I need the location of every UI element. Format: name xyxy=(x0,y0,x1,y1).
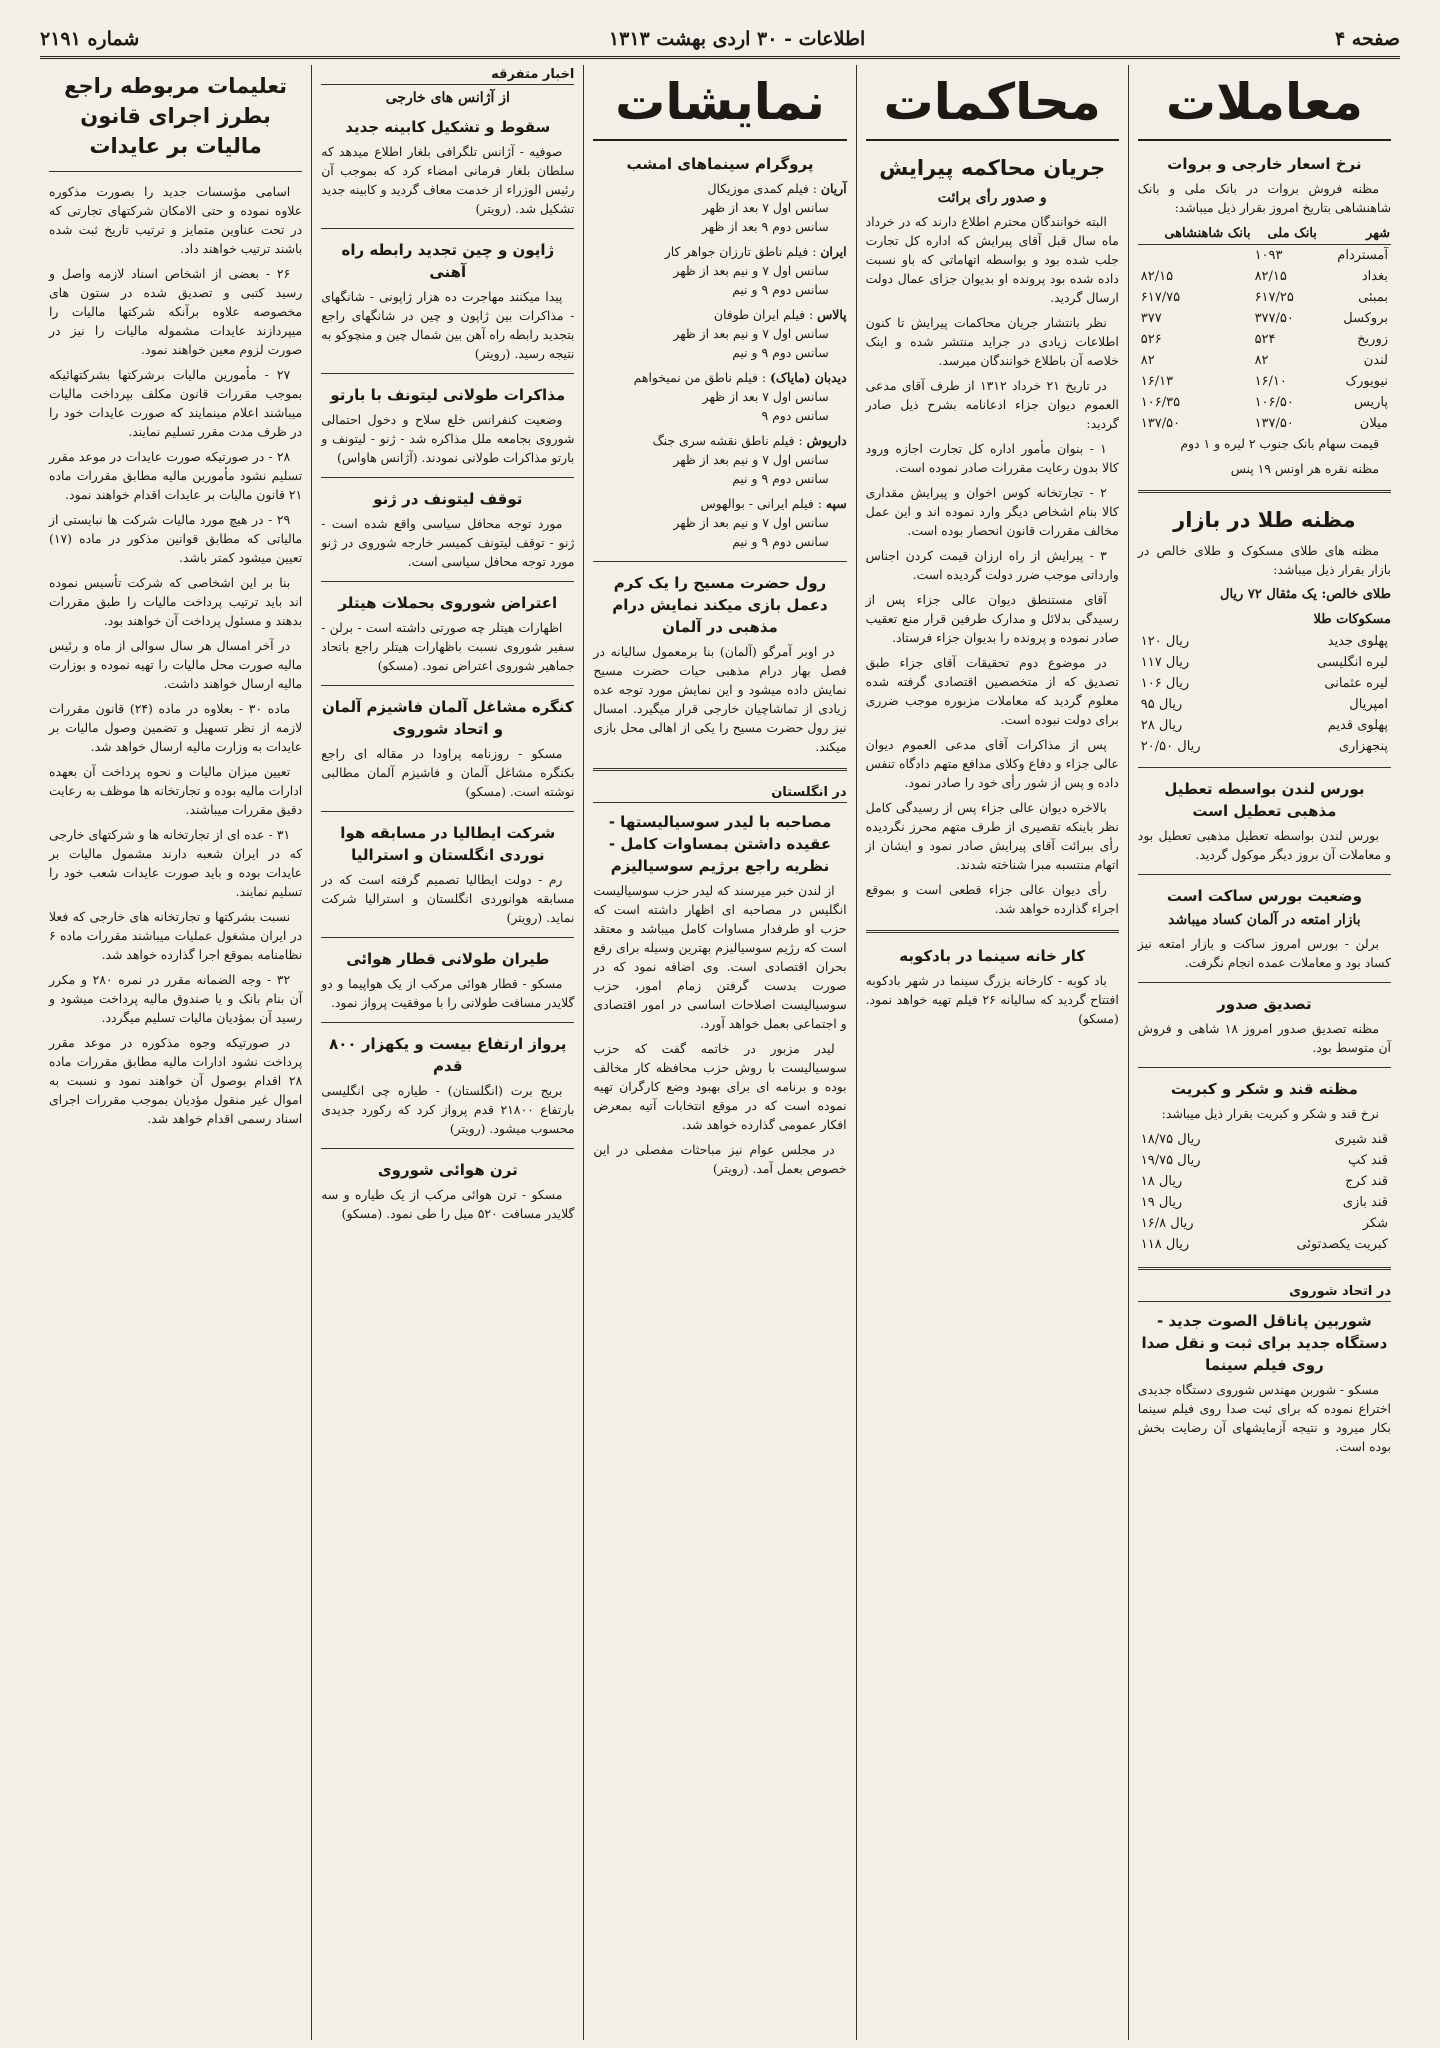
column-shows xyxy=(583,65,855,2040)
coin-value: ۱۱۷ ریال xyxy=(1140,655,1190,670)
column-news xyxy=(311,65,583,2040)
rates-bank-melli: ۵۲۴ xyxy=(1254,332,1276,347)
news-text: اظهارات هیتلر چه صورتی داشته است - برلن - سفیر شوروی نسبت باظهارات هیتلر راجع باتحاد جماهیر شوروی اعتراض نمود. (مسکو) xyxy=(321,620,575,673)
rates-city: بمبئی xyxy=(1358,290,1388,305)
rates-bank-shahi: ۸۲ xyxy=(1140,353,1155,368)
rates-row xyxy=(1138,371,1391,392)
soviet-label: در اتحاد شوروی xyxy=(1138,1282,1391,1302)
cinema-film: فیلم کمدی موزیکال xyxy=(707,181,809,196)
cinema-baku-title: کار خانه سینما در بادکوبه xyxy=(899,947,1086,965)
news-headline: سقوط و تشکیل کابینه جدید xyxy=(345,118,551,136)
rates-row xyxy=(1138,413,1391,434)
cinema-show-2: سانس دوم ۹ و نیم xyxy=(732,471,829,486)
coin-row xyxy=(1138,652,1391,673)
rates-row xyxy=(1138,245,1391,267)
rates-row xyxy=(1138,329,1391,350)
socialist-interview-text: از لندن خبر میرسند که لیدر حزب سوسیالیست انگلیس در مصاحبه ای اظهار داشته است که حزب او طرفدار مساوات کامل میباشد و معتقد است که رژیم سوسیالیزم بهترین وسیله برای رفع بحران اقتصادی است. وی اضافه نمود که در صورت بدست گرفتن زمام امور، حزب سوسیالیست اصلاحات اساسی در امور اقتصادی و اجتماعی بعمل خواهد آورد. xyxy=(593,883,847,1031)
shows-title: نمایشات xyxy=(593,65,846,141)
rates-bank-melli: ۶۱۷/۲۵ xyxy=(1254,290,1294,305)
coin-name: پنجهزاری xyxy=(1338,739,1388,754)
page-number: صفحه ۴ xyxy=(1334,28,1400,50)
rates-row xyxy=(1138,308,1391,329)
tax-paragraph: ۳۱ - عده ای از تجارتخانه ها و شرکتهای خارجی که در ایران شعبه دارند مشمول مالیات بر عایدات بوده و باید صورت عایدات شعب خود را تسلیم نمایند. xyxy=(48,827,303,899)
tax-paragraph: تعیین میزان مالیات و نحوه پرداخت آن بعهده ادارات مالیه بوده و تجارتخانه ها موظف به رعایت دقیق مقررات میباشند. xyxy=(48,764,303,817)
passion-play-text: در اوبر آمرگو (آلمان) بنا برمعمول سالیانه در فصل بهار درام مذهبی حیات حضرت مسیح نمایش داده میشود و این نمایش مورد توجه عده زیادی از تماشاچیان خارجی قرار میگیرد. امسال نیز رول حضرت مسیح را یکی از اهالی محل بازی میکند. xyxy=(593,644,847,754)
rates-bank-shahi: ۱۳۷/۵۰ xyxy=(1140,416,1181,431)
news-headline: پرواز ارتفاع بیست و یکهزار ۸۰۰ قدم xyxy=(329,1035,567,1075)
sugar-value: ۱۹ ریال xyxy=(1140,1195,1183,1210)
courts-title: محاکمات xyxy=(866,65,1119,141)
page-header xyxy=(40,28,1400,59)
sugar-row xyxy=(1138,1150,1391,1171)
rates-city: بغداد xyxy=(1361,269,1388,284)
bourse-text: بورس لندن بواسطه تعطیل مذهبی تعطیل بود و معاملات آن بروز دیگر موکول گردید. xyxy=(1137,828,1391,862)
tax-paragraph: ۳۲ - وجه الضمانه مقرر در نمره ۲۸۰ و مکرر آن بنام بانک و یا صندوق مالیه پرداخت میشود و رسید آن بمؤدیان مالیات تسلیم میگردد. xyxy=(48,972,303,1025)
masthead-date: اطلاعات - ۳۰ اردی بهشت ۱۳۱۳ xyxy=(608,28,866,50)
cinema-show-1: سانس اول ۷ بعد از ظهر xyxy=(702,200,829,215)
coin-name: امپریال xyxy=(1349,697,1388,712)
rates-city: لندن xyxy=(1363,353,1388,368)
rates-row xyxy=(1138,266,1391,287)
courts-p3: در تاریخ ۲۱ خرداد ۱۳۱۲ از طرف آقای مدعی العموم دیوان جزاء ادعانامه بشرح ذیل صادر گردید: xyxy=(865,378,1119,431)
sugar-row xyxy=(1138,1234,1391,1255)
sugar-name: شکر xyxy=(1362,1216,1388,1231)
rates-bank-shahi: ۱۰۶/۳۵ xyxy=(1140,395,1181,410)
cinema-item: داریوش : فیلم ناطق نقشه سری جنگ سانس اول ۷ و نیم بعد از ظهر سانس دوم ۹ و نیم xyxy=(593,431,846,488)
courts-headline: جریان محاکمه پیرایش xyxy=(879,156,1106,180)
news-list xyxy=(321,116,574,1223)
rates-note: قیمت سهام بانک جنوب ۲ لیره و ۱ دوم xyxy=(1180,436,1379,451)
rates-bank-melli: ۳۷۷/۵۰ xyxy=(1254,311,1294,326)
courts-p6: ۳ - پیرایش از راه ارزان قیمت کردن اجناس وارداتی موجب ضرر دولت گردیده است. xyxy=(865,548,1119,582)
coin-row xyxy=(1138,673,1391,694)
sugar-intro: نرخ قند و شکر و کبریت بقرار ذیل میباشد: xyxy=(1161,1106,1379,1121)
tax-paragraph: ماده ۳۰ - بعلاوه در ماده (۲۴) قانون مقررات لازمه از نظر تسهیل و تضمین وصول مالیات بر عایدات به وزارت مالیه ارسال خواهد شد. xyxy=(48,701,303,754)
news-text: صوفیه - آژانس تلگرافی بلغار اطلاع میدهد که سلطان بلغار فرمانی امضاء کرد که بموجب آن رئیس الوزراء از خدمت معاف گردید و کابینه جدید تشکیل شد. (رویتر) xyxy=(321,144,575,216)
coin-row xyxy=(1138,736,1391,757)
bourse2-text: برلن - بورس امروز ساکت و بازار امتعه نیز کساد بود و معاملات عمده انجام نگرفت. xyxy=(1137,936,1391,970)
news-text: مسکو - روزنامه پراودا در مقاله ای راجع بکنگره مشاغل آلمان و فاشیزم آلمان مطالبی نوشته است. (مسکو) xyxy=(321,746,575,799)
bourse-title: بورس لندن بواسطه تعطیل مذهبی تعطیل است xyxy=(1164,780,1365,820)
courts-subheadline: و صدور رأی برائت xyxy=(937,190,1047,206)
issue-number: شماره ۲۱۹۱ xyxy=(40,28,140,50)
rates-table xyxy=(1138,223,1391,434)
cinema-item: سپه : فیلم ایرانی - بوالهوس سانس اول ۷ و نیم بعد از ظهر سانس دوم ۹ و نیم xyxy=(593,494,846,551)
rates-bank-melli: ۸۲/۱۵ xyxy=(1254,269,1287,284)
sugar-value: ۱۱۸ ریال xyxy=(1140,1237,1190,1252)
tax-paragraph: در آخر امسال هر سال سوالی از ماه و رئیس مالیه صورت محل مالیات را تهیه نموده و بوزارت مالیه ارسال خواهند داشت. xyxy=(48,638,303,691)
rates-bank-shahi: ۶۱۷/۷۵ xyxy=(1140,290,1181,305)
rates-bank-shahi xyxy=(1138,245,1252,267)
courts-p1: البته خوانندگان محترم اطلاع دارند که در خرداد ماه سال قبل آقای پیرایش که اداره کل تجارت جلب شده بود و بواسطه اتهاماتی که باو نسبت داده شده بود پرونده او بدیوان جزای عمال دولت ارسال گردید. xyxy=(865,214,1119,305)
socialist-interview-text-2: لیدر مزبور در خاتمه گفت که حزب سوسیالیست با روش حزب محافظه کار مخالف بوده و برنامه ای برای بهبود وضع کارگران تهیه نموده است که در موقع انتخابات آتیه بمعرض افکار عمومی گذارده خواهد شد. xyxy=(593,1041,847,1132)
rates-city: میلان xyxy=(1359,416,1388,431)
gold-intro: مظنه های طلای مسکوک و طلای خالص در بازار بقرار ذیل میباشد: xyxy=(1137,543,1391,577)
rates-row xyxy=(1138,350,1391,371)
news-headline: ترن هوائی شوروی xyxy=(377,1161,518,1179)
cinema-name: ایران xyxy=(820,244,847,259)
rates-head-bank-shahi: بانک شاهنشاهی xyxy=(1138,223,1252,245)
coin-value: ۱۲۰ ریال xyxy=(1140,634,1190,649)
rates-row xyxy=(1138,287,1391,308)
tax-paragraph: نسبت بشرکتها و تجارتخانه های خارجی که فعلا در ایران مشغول عملیات میباشند مقررات ماده ۶ نظامنامه بموقع اجرا گذارده خواهد شد. xyxy=(48,909,303,962)
coin-row xyxy=(1138,631,1391,652)
export-text: مظنه تصدیق صدور امروز ۱۸ شاهی و فروش آن متوسط بود. xyxy=(1137,1021,1391,1055)
sugar-value: ۱۶/۸ ریال xyxy=(1140,1216,1194,1231)
cinema-show-1: سانس اول ۷ بعد از ظهر xyxy=(702,389,829,404)
columns xyxy=(40,65,1400,2040)
courts-p9: پس از مذاکرات آقای مدعی العموم دیوان عالی جزاء و دفاع وکلای مدافع متهم دادگاه تنفس داده و پس از شور رأی خود را صادر نمود. xyxy=(865,737,1119,790)
sugar-value: ۱۹/۷۵ ریال xyxy=(1140,1153,1201,1168)
rates-bank-shahi: ۸۲/۱۵ xyxy=(1140,269,1174,284)
sugar-name: قند شیری xyxy=(1334,1132,1388,1147)
column-tax xyxy=(40,65,311,2040)
cinema-item: دیدبان (مایاک) : فیلم ناطق من نمیخواهم سانس اول ۷ بعد از ظهر سانس دوم ۹ xyxy=(593,368,846,425)
rates-bank-melli: ۱۳۷/۵۰ xyxy=(1254,416,1294,431)
cinema-show-2: سانس دوم ۹ و نیم xyxy=(732,534,829,549)
coins-title: مسکوکات طلا xyxy=(1313,612,1391,627)
rates-bank-melli: ۱۶/۱۰ xyxy=(1254,374,1287,389)
coins-table xyxy=(1138,631,1391,757)
rates-head-city: شهر xyxy=(1318,223,1391,245)
sugar-name: قند کپ xyxy=(1347,1153,1388,1168)
tax-paragraphs xyxy=(49,182,302,1128)
news-sub: از آژانس های خارجی xyxy=(385,90,510,106)
tax-paragraph: بنا بر این اشخاصی که شرکت تأسیس نموده اند باید ترتیب پرداخت مالیات را طبق مقررات بدهند و مسئول پرداخت آن خواهند بود. xyxy=(48,575,303,628)
rates-city: نیویورک xyxy=(1345,374,1388,389)
rates-city: آمستردام xyxy=(1337,248,1388,263)
tax-title: تعلیمات مربوطه راجع بطرز اجرای قانون مالیات بر عایدات xyxy=(64,74,288,158)
cinema-program-list xyxy=(593,179,846,551)
news-text: مسکو - ترن هوائی مرکب از یک طیاره و سه گلایدر مسافت ۵۲۰ میل را طی نمود. (مسکو) xyxy=(321,1187,575,1221)
news-headline: طیران طولانی قطار هوائی xyxy=(346,950,550,968)
sugar-row xyxy=(1138,1129,1391,1150)
bourse2-sub: بازار امتعه در آلمان کساد میباشد xyxy=(1168,912,1361,928)
courts-p10: بالاخره دیوان عالی جزاء پس از رسیدگی کامل نظر باینکه تقصیری از طرف متهم محرز نگردیده رأی ببرائت آقای پیرایش صادر نمود و ایشان از اتهام منتسبه مبرا شناخته شدند. xyxy=(865,800,1119,872)
rates-city: زوریخ xyxy=(1357,332,1388,347)
socialist-interview-title: مصاحبه با لیدر سوسیالیستها - عقیده داشتن بمساوات کامل - نظریه راجع برژیم سوسیالیزم xyxy=(608,813,832,875)
news-headline: ژاپون و چین تجدید رابطه راه آهنی xyxy=(341,241,555,281)
coin-row xyxy=(1138,694,1391,715)
coin-name: لیره عثمانی xyxy=(1324,676,1388,691)
cinema-show-2: سانس دوم ۹ xyxy=(761,408,829,423)
coin-row xyxy=(1138,715,1391,736)
tax-paragraph: ۲۶ - بعضی از اشخاص اسناد لازمه واصل و رسید کتبی و تصدیق شده در ستون های مخصوصه علاوه برآنکه شرکتها مالیات را میپردازند عایدات مشموله مالیات را نیز در صورت لزوم معین خواهند نمود. xyxy=(48,266,303,357)
rates-bank-shahi: ۵۲۶ xyxy=(1140,332,1162,347)
england-label: در انگلستان xyxy=(593,783,846,803)
sugar-row xyxy=(1138,1192,1391,1213)
gold-title: مظنه طلا در بازار xyxy=(1173,508,1356,532)
rates-title: نرخ اسعار خارجی و بروات xyxy=(1167,155,1362,173)
rates-intro: مظنه فروش بروات در بانک ملی و بانک شاهنشاهی بتاریخ امروز بقرار ذیل میباشد: xyxy=(1137,181,1391,215)
cinema-show-1: سانس اول ۷ و نیم بعد از ظهر xyxy=(673,326,829,341)
courts-p2: نظر بانتشار جریان محاکمات پیرایش تا کنون اطلاعات زیادی در جراید منتشر شده و اینک خلاصه آن باطلاع خوانندگان میرسد. xyxy=(865,315,1119,368)
tax-paragraph: در صورتیکه وجوه مذکوره در موعد مقرر پرداخت نشود ادارات مالیه مطابق مقررات ماده ۲۸ اقدام بوصول آن خواهند نمود و نسبت به اموال غیر منقول مؤدیان بموجب مقررات اجرای اسناد رسمی اقدام خواهد شد. xyxy=(48,1035,303,1126)
cinema-name: آریان xyxy=(820,181,847,196)
sugar-name: قند بازی xyxy=(1342,1195,1388,1210)
bourse2-title: وضعیت بورس ساکت است xyxy=(1166,887,1362,905)
tax-paragraph: ۲۹ - در هیچ مورد مالیات شرکت ها نبایستی از مالیاتی که مطابق قوانین مذکور در ماده (۱۷) تعیین میشود کمتر باشد. xyxy=(48,512,303,565)
coin-value: ۲۰/۵۰ ریال xyxy=(1140,739,1201,754)
news-headline: مذاکرات طولانی لیتونف با بارتو xyxy=(330,386,566,404)
column-transactions xyxy=(1128,65,1400,2040)
socialist-interview-text-3: در مجلس عوام نیز مباحثات مفصلی در این خصوص بعمل آمد. (رویتر) xyxy=(593,1142,847,1176)
sugar-name: کبریت یکصدتوئی xyxy=(1296,1237,1388,1252)
export-title: تصدیق صدور xyxy=(1217,995,1312,1013)
cinema-name: دیدبان (مایاک) xyxy=(770,370,847,385)
cinema-film: فیلم ایرانی - بوالهوس xyxy=(700,496,814,511)
news-text: مسکو - قطار هوائی مرکب از یک هواپیما و دو گلایدر مسافت طولانی را با موفقیت پرواز نمود. xyxy=(321,976,575,1010)
cinema-show-2: سانس دوم ۹ بعد از ظهر xyxy=(701,219,829,234)
courts-p4: ۱ - بنوان مأمور اداره کل تجارت اجازه ورود کالا بدون رعایت مقررات صادر نموده است. xyxy=(865,441,1119,475)
cinema-item: پالاس : فیلم ایران طوفان سانس اول ۷ و نیم بعد از ظهر سانس دوم ۹ و نیم xyxy=(593,305,846,362)
sugar-title: مظنه قند و شکر و کبریت xyxy=(1170,1080,1358,1098)
news-text: بریج برت (انگلستان) - طیاره چی انگلیسی بارتفاع ۲۱۸۰۰ قدم پرواز کرد که رکورد جدیدی محسوب میشود. (رویتر) xyxy=(321,1083,575,1136)
cinema-show-1: سانس اول ۷ و نیم بعد از ظهر xyxy=(673,452,829,467)
cinema-show-1: سانس اول ۷ و نیم بعد از ظهر xyxy=(673,263,829,278)
rates-city: بروکسل xyxy=(1343,311,1388,326)
news-text: مورد توجه محافل سیاسی واقع شده است - ژنو - توقف لیتونف کمیسر خارجه شوروی در ژنو مورد توجه محافل سیاسی است. xyxy=(321,516,575,569)
rates-head-bank-melli: بانک ملی xyxy=(1252,223,1318,245)
cinema-item: ایران : فیلم ناطق تارزان جواهر کار سانس اول ۷ و نیم بعد از ظهر سانس دوم ۹ و نیم xyxy=(593,242,846,299)
coin-value: ۱۰۶ ریال xyxy=(1140,676,1190,691)
tax-paragraph: ۲۸ - در صورتیکه صورت عایدات در موعد مقرر تسلیم نشود مأمورین مالیه مطابق مقررات ماده ۲۱ قانون مالیات بر عایدات اقدام خواهند نمود. xyxy=(48,449,303,502)
rates-city: پاریس xyxy=(1353,395,1388,410)
sugar-name: قند کرج xyxy=(1345,1174,1388,1189)
transactions-title: معاملات xyxy=(1138,65,1391,141)
passion-play-title: رول حضرت مسیح را یک کرم دعمل بازی میکند نمایش درام مذهبی در آلمان xyxy=(612,574,828,636)
news-headline: شرکت ایطالیا در مسابقه هوا نوردی انگلستان و استرالیا xyxy=(340,824,556,864)
cinema-program-title: پروگرام سینماهای امشب xyxy=(626,155,814,173)
sugar-value: ۱۸/۷۵ ریال xyxy=(1140,1132,1201,1147)
courts-p5: ۲ - تجارتخانه کوس اخوان و پیرایش مقداری کالا بنام اشخاص دیگر وارد نموده اند و این عمل مخالف مقررات قانون انحصار بوده است. xyxy=(865,485,1119,538)
cinema-name: داریوش xyxy=(806,433,847,448)
sugar-row xyxy=(1138,1213,1391,1234)
cinema-show-1: سانس اول ۷ و نیم بعد از ظهر xyxy=(673,515,829,530)
column-courts xyxy=(856,65,1128,2040)
coin-value: ۲۸ ریال xyxy=(1140,718,1183,733)
tax-paragraph: اسامی مؤسسات جدید را بصورت مذکوره علاوه نموده و حتی الامکان شرکتهای تجارتی که در تحت عناوین متمایز و ترتیب تاریخ ثبت شده باشند ترتیب خواهند داد. xyxy=(48,184,303,256)
cinema-show-2: سانس دوم ۹ و نیم xyxy=(732,345,829,360)
rates-bank-melli: ۱۰۶/۵۰ xyxy=(1254,395,1294,410)
news-text: رم - دولت ایطالیا تصمیم گرفته است که در مسابقه هوانوردی انگلستان و استرالیا شرکت نماید. (رویتر) xyxy=(321,872,575,925)
news-headline: توقف لیتونف در ژنو xyxy=(373,490,523,508)
rates-bank-shahi: ۱۶/۱۳ xyxy=(1140,374,1174,389)
courts-p11: رأی دیوان عالی جزاء قطعی است و بموقع اجراء گذارده خواهد شد. xyxy=(865,882,1119,916)
tax-paragraph: ۲۷ - مأمورین مالیات برشرکتها بشرکتهائیکه بموجب مقررات قانون مکلف بپرداخت مالیات میباشند اعلام مینمایند که صورت عایدات خود را در ظرف مدت مقرر تسلیم نمایند. xyxy=(48,367,303,439)
rates-row xyxy=(1138,392,1391,413)
coin-name: لیره انگلیسی xyxy=(1316,655,1388,670)
cinema-film: فیلم ایران طوفان xyxy=(713,307,806,322)
sugar-table xyxy=(1138,1129,1391,1255)
news-title: اخبار متفرقه xyxy=(321,65,574,85)
rates-bank-melli: ۸۲ xyxy=(1254,353,1269,368)
news-headline: اعتراض شوروی بحملات هیتلر xyxy=(338,594,558,612)
gold-pure: طلای خالص: یک مثقال ۷۲ ریال xyxy=(1220,587,1391,602)
coin-name: پهلوی جدید xyxy=(1327,634,1388,649)
courts-p8: در موضوع دوم تحقیقات آقای جزاء طبق تصدیق که از متخصصین اقتصادی گرفته شده معلوم گردید که معاملات مزبوره موجب ضرری برای دولت نبوده است. xyxy=(865,655,1119,727)
cinema-name: سپه xyxy=(825,496,847,511)
coin-value: ۹۵ ریال xyxy=(1140,697,1183,712)
cinema-film: فیلم ناطق من نمیخواهم xyxy=(633,370,758,385)
soviet-title: شوربین پاناقل الصوت جدید - دستگاه جدید برای ثبت و نقل صدا روی فیلم سینما xyxy=(1141,1312,1388,1374)
cinema-film: فیلم ناطق تارزان جواهر کار xyxy=(664,244,809,259)
news-headline: کنگره مشاغل آلمان فاشیزم آلمان و اتحاد شوروی xyxy=(321,698,574,738)
silver-note: مظنه نقره هر اونس ۱۹ پنس xyxy=(1230,461,1379,476)
sugar-row xyxy=(1138,1171,1391,1192)
rates-bank-shahi: ۳۷۷ xyxy=(1140,311,1162,326)
cinema-name: پالاس xyxy=(817,307,847,322)
cinema-film: فیلم ناطق نقشه سری جنگ xyxy=(652,433,795,448)
news-text: پیدا میکنند مهاجرت ده هزار ژاپونی - شانگهای - مذاکرات بین ژاپون و چین در شانگهای راجع بتجدید رابطه راه آهن بین شمال چین و منچوکو به نتیجه رسید. (رویتر) xyxy=(321,289,575,361)
courts-p7: آقای مستنطق دیوان عالی جزاء پس از رسیدگی بدلائل و مدارک طرفین قرار منع تعقیب صادر نموده و پرونده را بدیوان جزاء فرستاد. xyxy=(865,592,1119,645)
coin-name: پهلوی قدیم xyxy=(1327,718,1388,733)
soviet-text: مسکو - شوربن مهندس شوروی دستگاه جدیدی اختراع نموده که برای ثبت صدا روی فیلم سینما بکار میرود و نتیجه آزمایشهای آن رضایت بخش بوده است. xyxy=(1137,1382,1391,1454)
cinema-show-2: سانس دوم ۹ و نیم xyxy=(732,282,829,297)
rates-bank-melli: ۱۰۹۳ xyxy=(1254,248,1283,263)
cinema-baku-text: باد کوبه - کارخانه بزرگ سینما در شهر بادکوبه افتتاح گردید که سالیانه ۲۶ فیلم تهیه خواهد نمود. (مسکو) xyxy=(865,973,1119,1026)
news-text: وضعیت کنفرانس خلع سلاح و دخول احتمالی شوروی بجامعه ملل مذاکره شد - ژنو - لیتونف و بارتو مذاکرات طولانی نمودند. (آژانس هاواس) xyxy=(321,412,575,465)
sugar-value: ۱۸ ریال xyxy=(1140,1174,1183,1189)
cinema-item: آریان : فیلم کمدی موزیکال سانس اول ۷ بعد از ظهر سانس دوم ۹ بعد از ظهر xyxy=(593,179,846,236)
